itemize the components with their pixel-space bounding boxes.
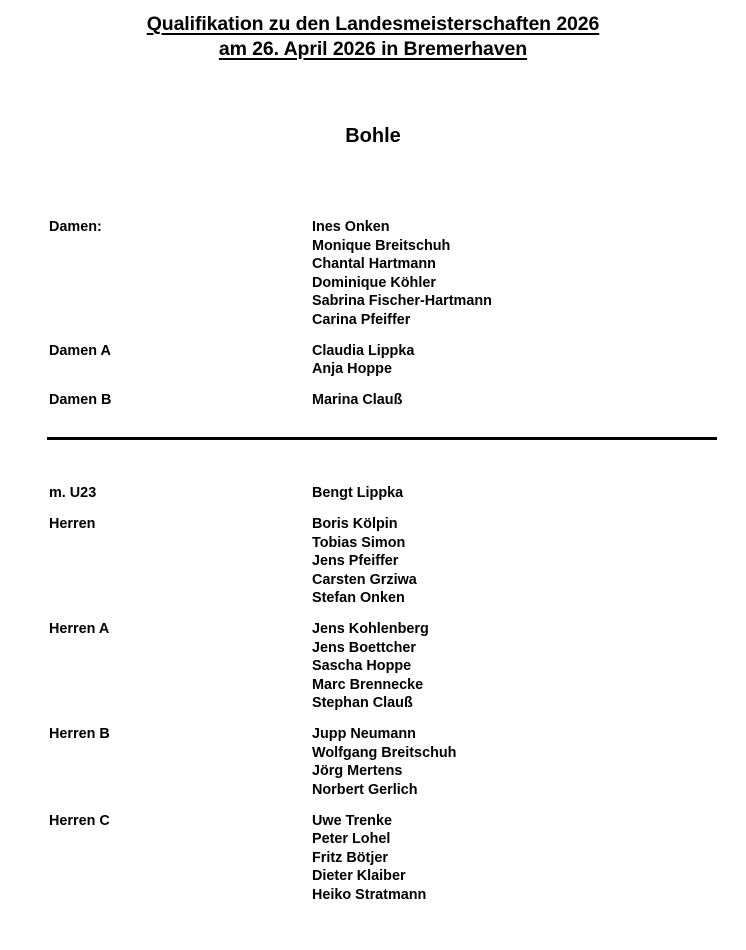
roster-group <box>0 620 746 713</box>
page-title-line-1: Qualifikation zu den Landesmeisterschaften 2026 <box>146 13 600 35</box>
list-item: Bengt Lippka <box>312 485 404 501</box>
mens-roster <box>0 484 746 904</box>
roster-group <box>0 812 746 905</box>
discipline-heading: Bohle <box>345 125 401 147</box>
womens-roster <box>0 218 746 410</box>
group-label: m. U23 <box>49 485 97 501</box>
list-item: Stephan Clauß <box>312 695 413 711</box>
list-item: Carina Pfeiffer <box>312 311 411 328</box>
list-item: Dominique Köhler <box>312 274 436 291</box>
group-label: Herren <box>49 516 96 532</box>
list-item: Stefan Onken <box>312 590 405 606</box>
group-name-list <box>312 812 746 905</box>
group-name-list <box>312 620 746 713</box>
group-label: Herren B <box>49 726 110 742</box>
group-name-list <box>312 725 746 799</box>
list-item: Jupp Neumann <box>312 726 416 742</box>
list-item: Peter Lohel <box>312 831 391 847</box>
list-item: Fritz Bötjer <box>312 849 388 866</box>
roster-group <box>0 342 746 379</box>
list-item: Jens Kohlenberg <box>312 621 429 637</box>
group-name-list <box>312 391 746 410</box>
list-item: Tobias Simon <box>312 534 406 551</box>
list-item: Sascha Hoppe <box>312 658 412 674</box>
list-item: Sabrina Fischer-Hartmann <box>312 293 492 309</box>
section-divider <box>47 437 717 440</box>
group-name-list <box>312 342 746 379</box>
list-item: Ines Onken <box>312 219 390 235</box>
list-item: Marc Brennecke <box>312 676 424 693</box>
list-item: Carsten Grziwa <box>312 571 417 588</box>
list-item: Boris Kölpin <box>312 516 398 532</box>
group-name-list <box>312 515 746 608</box>
roster-group <box>0 515 746 608</box>
list-item: Marina Clauß <box>312 392 403 408</box>
list-item: Uwe Trenke <box>312 812 392 829</box>
group-label: Damen: <box>49 219 102 235</box>
group-label: Damen B <box>49 392 112 408</box>
list-item: Heiko Stratmann <box>312 886 427 903</box>
page-title-line-2: am 26. April 2026 in Bremerhaven <box>218 38 528 60</box>
list-item: Norbert Gerlich <box>312 781 418 798</box>
list-item: Wolfgang Breitschuh <box>312 744 457 761</box>
roster-group <box>0 725 746 799</box>
list-item: Jens Boettcher <box>312 639 416 656</box>
group-name-list <box>312 484 746 503</box>
roster-group <box>0 484 746 503</box>
group-label: Herren A <box>49 621 110 637</box>
list-item: Jörg Mertens <box>312 763 403 779</box>
list-item: Chantal Hartmann <box>312 256 436 272</box>
list-item: Anja Hoppe <box>312 361 392 377</box>
group-label: Herren C <box>49 812 110 829</box>
list-item: Jens Pfeiffer <box>312 553 399 569</box>
list-item: Claudia Lippka <box>312 342 415 359</box>
roster-group <box>0 218 746 329</box>
list-item: Monique Breitschuh <box>312 237 451 254</box>
group-name-list <box>312 218 746 329</box>
group-label: Damen A <box>49 342 111 359</box>
list-item: Dieter Klaiber <box>312 868 406 884</box>
roster-group <box>0 391 746 410</box>
page-title <box>0 0 746 62</box>
